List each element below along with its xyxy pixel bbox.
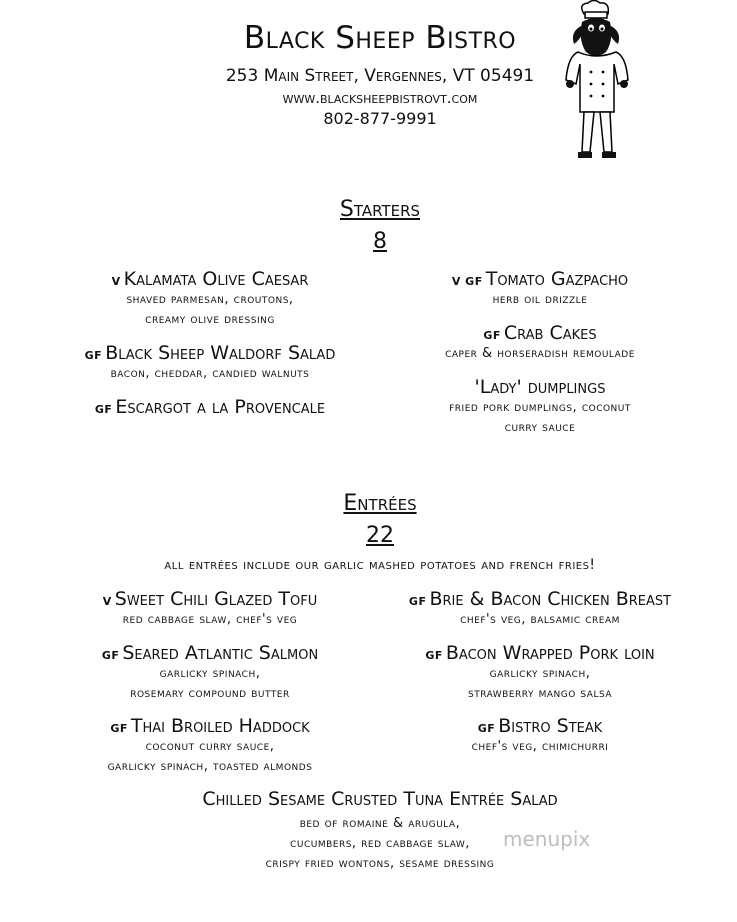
gluten-free-tag: GF [101, 649, 120, 662]
item-description: cucumbers, red cabbage slaw, [290, 836, 470, 851]
item-name: Black Sheep Waldorf Salad [105, 342, 336, 364]
item-description: curry sauce [504, 420, 576, 435]
gluten-free-tag: GF [477, 722, 496, 735]
item-description: red cabbage slaw, chef's veg [122, 612, 298, 627]
item-description: crispy fried wontons, sesame dressing [265, 856, 495, 871]
gluten-free-tag: GF [483, 329, 501, 342]
item-description: coconut curry sauce, [145, 739, 275, 754]
chef-sheep-illustration [548, 0, 648, 165]
item-name: Crab Cakes [503, 322, 597, 344]
item-description: garlicky spinach, [159, 666, 261, 681]
item-name: Thai Broiled Haddock [130, 715, 310, 737]
entrees-title: Entrées [343, 491, 417, 516]
item-name: Tomato Gazpacho [485, 268, 629, 290]
item-name: Kalamata Olive Caesar [123, 268, 309, 290]
entrees-price: 22 [366, 523, 394, 548]
item-description: garlicky spinach, [489, 666, 591, 681]
feature-entree [0, 788, 737, 810]
entrees-note: all entrées include our garlic mashed potatoes and french fries! [164, 557, 596, 573]
item-description: chef's veg, balsamic cream [460, 612, 620, 627]
entree-item [370, 715, 710, 757]
item-description: bed of romaine & arugula, [299, 816, 461, 831]
website: www.blacksheepbistrovt.com [282, 89, 478, 107]
item-description: fried pork dumplings, coconut [449, 400, 631, 415]
item-name: Bacon Wrapped Pork loin [445, 642, 655, 664]
phone: 802-877-9991 [323, 109, 437, 128]
entree-item [40, 588, 380, 630]
entree-item [40, 642, 380, 704]
item-description: bacon, cheddar, candied walnuts [110, 366, 310, 381]
item-name: 'Lady' dumplings [474, 376, 606, 398]
gluten-free-tag: GF [408, 595, 427, 608]
starters-title: Starters [339, 197, 421, 222]
starter-item [370, 376, 710, 438]
gluten-free-tag: GF [94, 403, 113, 416]
item-name: Chilled Sesame Crusted Tuna Entrée Salad [202, 788, 558, 810]
gluten-free-tag: GF [425, 649, 443, 662]
entree-item [370, 642, 710, 704]
item-description: strawberry mango salsa [467, 686, 613, 701]
vegetarian-gluten-free-tag: V GF [451, 275, 483, 288]
gluten-free-tag: GF [110, 722, 128, 735]
address: 253 Main Street, Vergennes, VT 05491 [225, 66, 535, 86]
item-description: caper & horseradish remoulade [445, 346, 635, 361]
menupix-watermark: menupix [503, 827, 591, 851]
entree-item [370, 588, 710, 630]
item-name: Bistro Steak [498, 715, 603, 737]
vegetarian-tag: V [111, 275, 121, 288]
vegetarian-tag: V [102, 595, 112, 608]
item-name: Brie & Bacon Chicken Breast [429, 588, 672, 610]
item-name: Escargot a la Provencale [115, 396, 326, 418]
item-description: rosemary compound butter [130, 686, 290, 701]
item-description: creamy olive dressing [145, 312, 275, 327]
gluten-free-tag: GF [84, 349, 103, 362]
starter-item [370, 322, 710, 364]
item-name: Sweet Chili Glazed Tofu [114, 588, 318, 610]
item-description: herb oil drizzle [492, 292, 588, 307]
item-description: garlicky spinach, toasted almonds [107, 759, 313, 774]
starter-item [40, 396, 380, 418]
item-description: chef's veg, chimichurri [471, 739, 609, 754]
entree-item [40, 715, 380, 777]
restaurant-name: Black Sheep Bistro [243, 20, 517, 56]
starter-item [370, 268, 710, 310]
item-description: shaved parmesan, croutons, [126, 292, 294, 307]
starters-price: 8 [373, 229, 387, 254]
starter-item [40, 342, 380, 384]
starter-item [40, 268, 380, 330]
item-name: Seared Atlantic Salmon [122, 642, 319, 664]
